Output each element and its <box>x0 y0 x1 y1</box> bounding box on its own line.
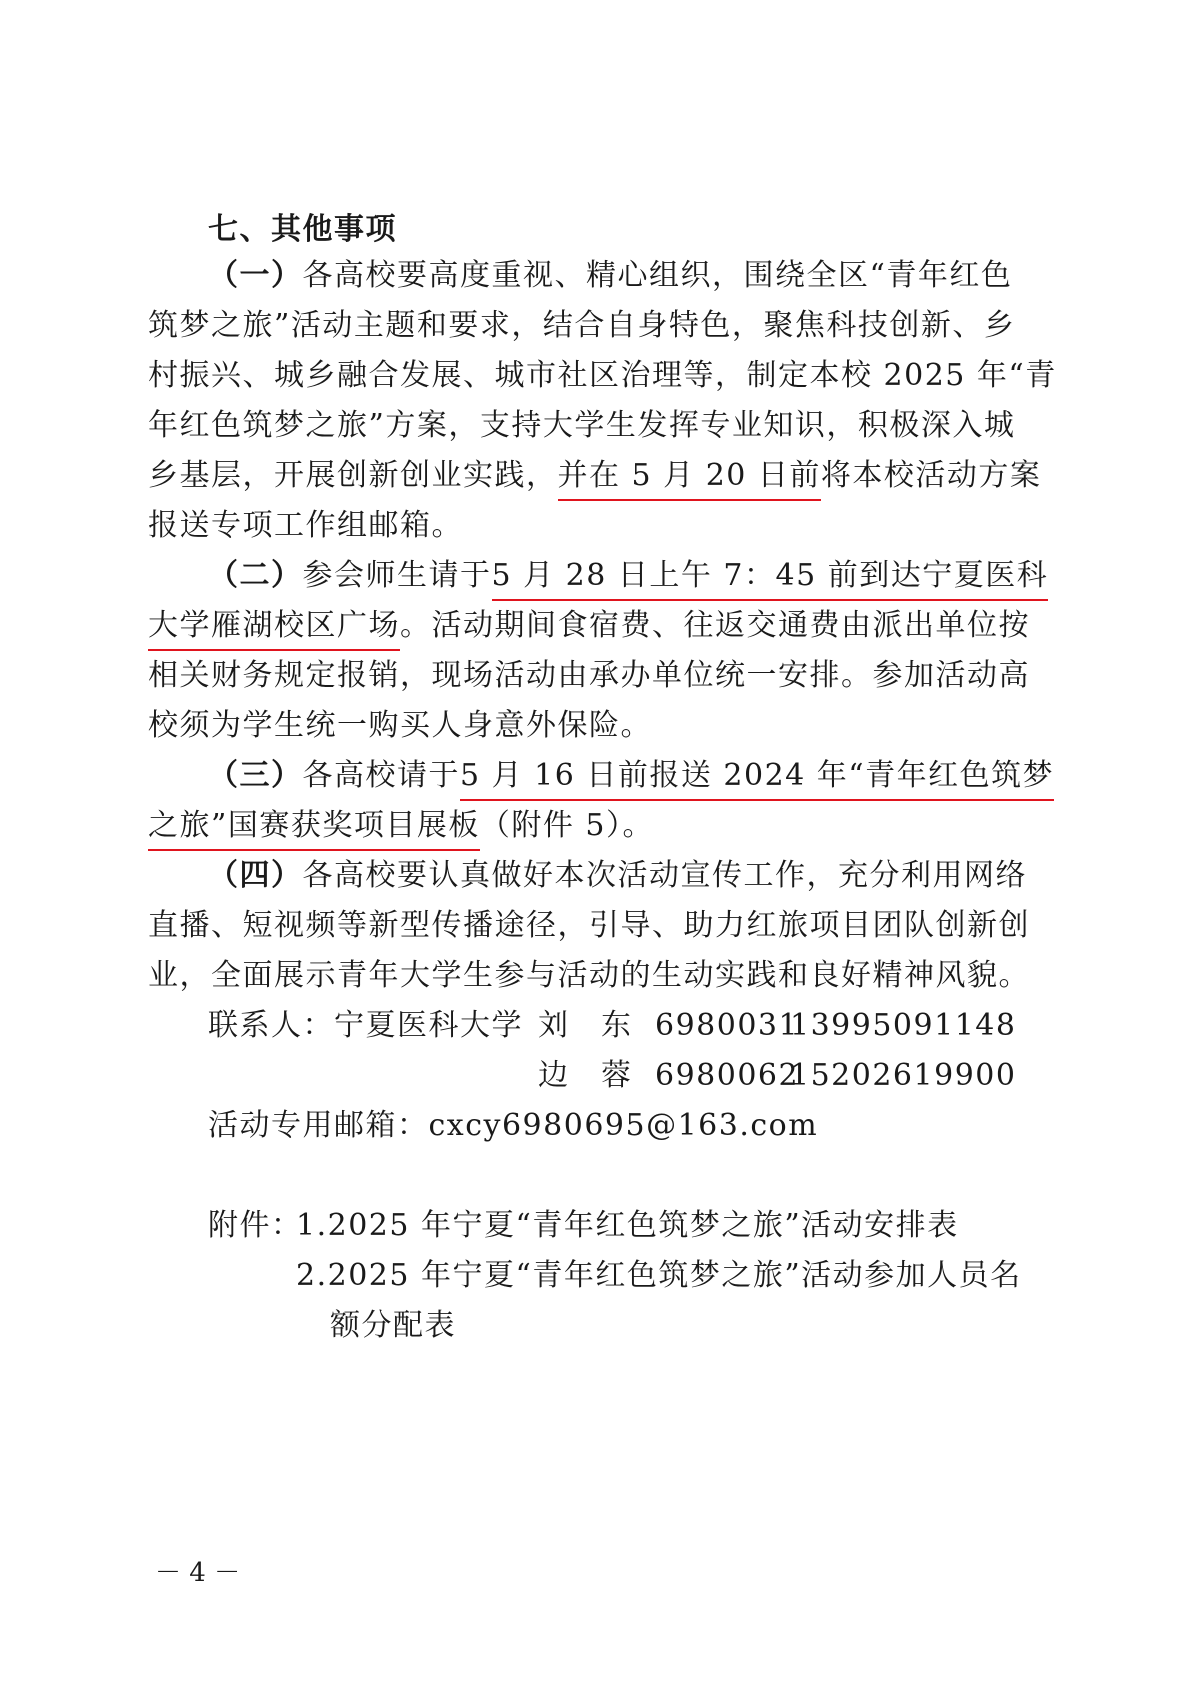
paragraph-1-text: 各高校要高度重视、精心组织，围绕全区“青年红色 <box>302 258 1013 293</box>
paragraph-4-tag: （四） <box>208 858 303 893</box>
contact-name: 刘 东 <box>538 1008 633 1043</box>
paragraph-3-line-2 <box>148 808 654 844</box>
venue-underline-text: 大学雁湖校区广场 <box>148 608 400 643</box>
display-board-underline-text: 之旅”国赛获奖项目展板 <box>148 808 480 843</box>
paragraph-1-line-6: 报送专项工作组邮箱。 <box>148 508 463 543</box>
contact-phone: 6980062 <box>655 1058 800 1093</box>
email-label: 活动专用邮箱： <box>208 1108 429 1143</box>
paragraph-1-line-2: 筑梦之旅”活动主题和要求，结合自身特色，聚焦科技创新、乡 <box>148 308 1016 343</box>
attachment-item: 1.2025 年宁夏“青年红色筑梦之旅”活动安排表 <box>296 1208 959 1243</box>
section-title: 七、其他事项 <box>208 212 397 247</box>
attachment-item: 2.2025 年宁夏“青年红色筑梦之旅”活动参加人员名 <box>296 1258 1022 1293</box>
attachments-label: 附件： <box>208 1208 303 1243</box>
contacts-label: 联系人：宁夏医科大学 <box>208 1008 523 1043</box>
email-address: cxcy6980695@163.com <box>428 1108 819 1143</box>
paragraph-2-text: 。活动期间食宿费、往返交通费由派出单位按 <box>400 608 1030 643</box>
submission-underline-text: 5 月 16 日前报送 2024 年“青年红色筑梦 <box>460 758 1055 793</box>
paragraph-4-line-2: 直播、短视频等新型传播途径，引导、助力红旅项目团队创新创 <box>148 908 1030 943</box>
contact-phone: 6980031 <box>655 1008 800 1043</box>
page-number: － 4 － <box>155 1558 241 1588</box>
paragraph-1-line-1 <box>208 258 1012 294</box>
paragraph-3-text: 各高校请于 <box>302 758 460 793</box>
paragraph-2-line-1 <box>208 558 1048 594</box>
paragraph-1-text: 乡基层，开展创新创业实践， <box>148 458 558 493</box>
paragraph-1-line-3: 村振兴、城乡融合发展、城市社区治理等，制定本校 2025 年“青 <box>148 358 1057 393</box>
paragraph-3-text: （附件 5）。 <box>479 808 654 843</box>
contact-mobile: 13995091148 <box>790 1008 1017 1043</box>
paragraph-1-tag: （一） <box>208 258 303 293</box>
paragraph-2-tag: （二） <box>208 558 303 593</box>
paragraph-4-line-1 <box>208 858 1027 894</box>
paragraph-2-line-2 <box>148 608 1030 644</box>
paragraph-1-line-5 <box>148 458 1041 494</box>
paragraph-4-text: 各高校要认真做好本次活动宣传工作，充分利用网络 <box>302 858 1027 893</box>
paragraph-1-line-4: 年红色筑梦之旅”方案，支持大学生发挥专业知识，积极深入城 <box>148 408 1016 443</box>
contact-mobile: 15202619900 <box>790 1058 1017 1093</box>
paragraph-2-line-4: 校须为学生统一购买人身意外保险。 <box>148 708 652 743</box>
paragraph-2-line-3: 相关财务规定报销，现场活动由承办单位统一安排。参加活动高 <box>148 658 1030 693</box>
attachment-item-continuation: 额分配表 <box>330 1308 456 1343</box>
paragraph-4-line-3: 业，全面展示青年大学生参与活动的生动实践和良好精神风貌。 <box>148 958 1030 993</box>
paragraph-3-line-1 <box>208 758 1054 794</box>
paragraph-1-text: 将本校活动方案 <box>820 458 1042 493</box>
email-line <box>208 1108 818 1144</box>
contact-name: 边 蓉 <box>538 1058 633 1093</box>
arrival-underline-text: 5 月 28 日上午 7：45 前到达宁夏医科 <box>491 558 1049 593</box>
paragraph-3-tag: （三） <box>208 758 303 793</box>
deadline-underline-text: 并在 5 月 20 日前 <box>557 458 821 493</box>
paragraph-2-text: 参会师生请于 <box>302 558 492 593</box>
